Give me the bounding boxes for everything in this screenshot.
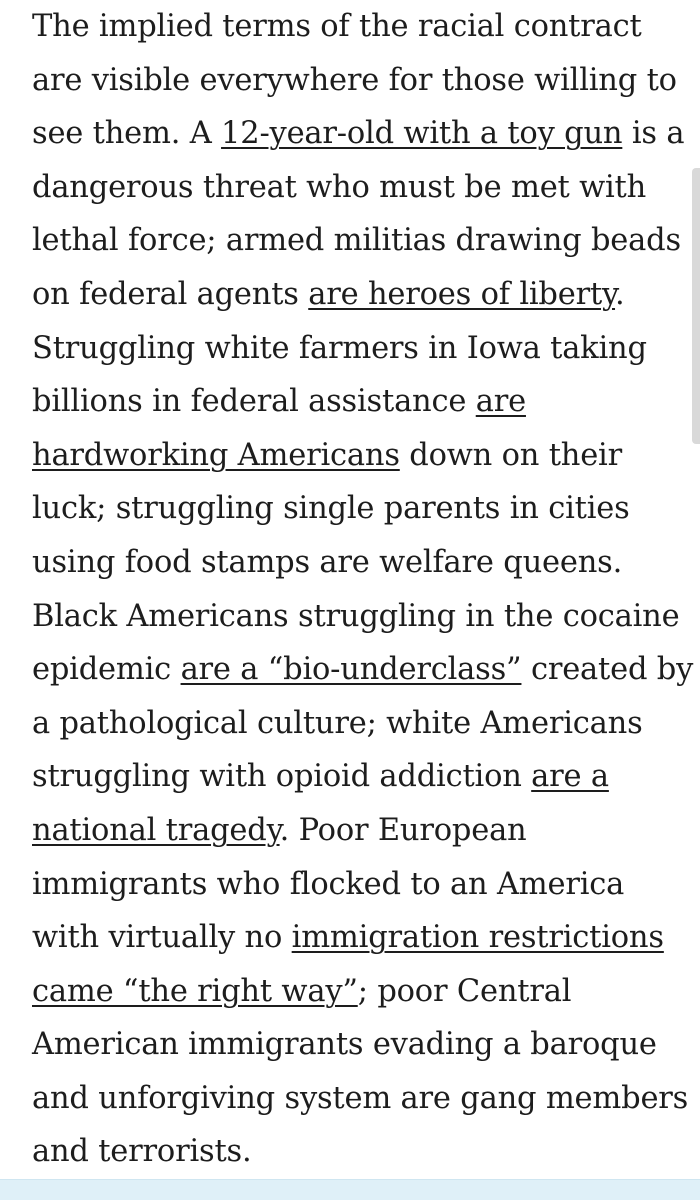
text-line [32, 429, 672, 483]
text-segment: using food stamps are welfare queens. [32, 544, 623, 580]
text-segment: Struggling white farmers in Iowa taking [32, 330, 647, 366]
text-segment: see them. A [32, 116, 222, 152]
text-line [32, 482, 672, 536]
text-segment: lethal force; armed militias drawing beads [32, 223, 681, 259]
text-line [32, 107, 685, 161]
text-segment: struggling with opioid addiction [32, 759, 532, 795]
text-line [32, 1125, 672, 1179]
inline-link[interactable]: are [475, 384, 526, 420]
text-line [32, 214, 681, 268]
text-segment: created by [521, 652, 694, 688]
scrollbar-thumb[interactable] [692, 168, 700, 444]
text-segment: on federal agents [32, 276, 309, 312]
text-segment: are visible everywhere for those willing to [32, 62, 677, 98]
text-segment: American immigrants evading a baroque [32, 1027, 657, 1063]
text-segment: dangerous threat who must be met with [32, 169, 647, 205]
text-line [32, 161, 672, 215]
text-segment: ; poor Central [357, 973, 572, 1009]
text-segment: billions in federal assistance [32, 384, 476, 420]
inline-link[interactable]: hardworking Americans [32, 437, 400, 473]
inline-link[interactable]: are a “bio-underclass” [180, 652, 522, 688]
text-line [32, 268, 672, 322]
text-line [32, 965, 672, 1019]
text-line [32, 322, 672, 376]
text-line [32, 536, 672, 590]
text-segment: The implied terms of the racial contract [32, 9, 642, 44]
text-line [32, 858, 672, 912]
inline-link[interactable]: are heroes of liberty [308, 276, 616, 312]
text-line [32, 1018, 672, 1072]
text-line [32, 911, 672, 965]
bottom-bar [0, 1179, 700, 1200]
text-line [32, 375, 672, 429]
text-segment: . [615, 276, 625, 312]
inline-link[interactable]: 12-year-old with a toy gun [221, 116, 623, 152]
text-segment: with virtually no [32, 920, 292, 956]
text-segment: down on their [399, 437, 622, 473]
text-line [32, 750, 672, 804]
text-line [32, 697, 672, 751]
inline-link[interactable]: national tragedy [32, 812, 280, 848]
text-line [32, 54, 677, 108]
text-line [32, 1072, 689, 1126]
text-segment: . Poor European [279, 812, 527, 848]
text-line [32, 0, 672, 54]
inline-link[interactable]: are a [531, 759, 609, 795]
article-body [32, 0, 694, 1179]
inline-link[interactable]: immigration restrictions [291, 920, 664, 956]
text-line [32, 590, 680, 644]
text-segment: luck; struggling single parents in cities [32, 491, 630, 527]
text-segment: a pathological culture; white Americans [32, 705, 643, 741]
text-segment: Black Americans struggling in the cocaine [32, 598, 680, 634]
text-line [32, 804, 672, 858]
text-segment: epidemic [32, 652, 181, 688]
text-segment: immigrants who flocked to an America [32, 866, 625, 902]
text-line [32, 643, 694, 697]
inline-link[interactable]: came “the right way” [32, 973, 358, 1009]
text-segment: and terrorists. [32, 1134, 252, 1170]
text-segment: is a [622, 116, 685, 152]
text-segment: and unforgiving system are gang members [32, 1080, 689, 1116]
